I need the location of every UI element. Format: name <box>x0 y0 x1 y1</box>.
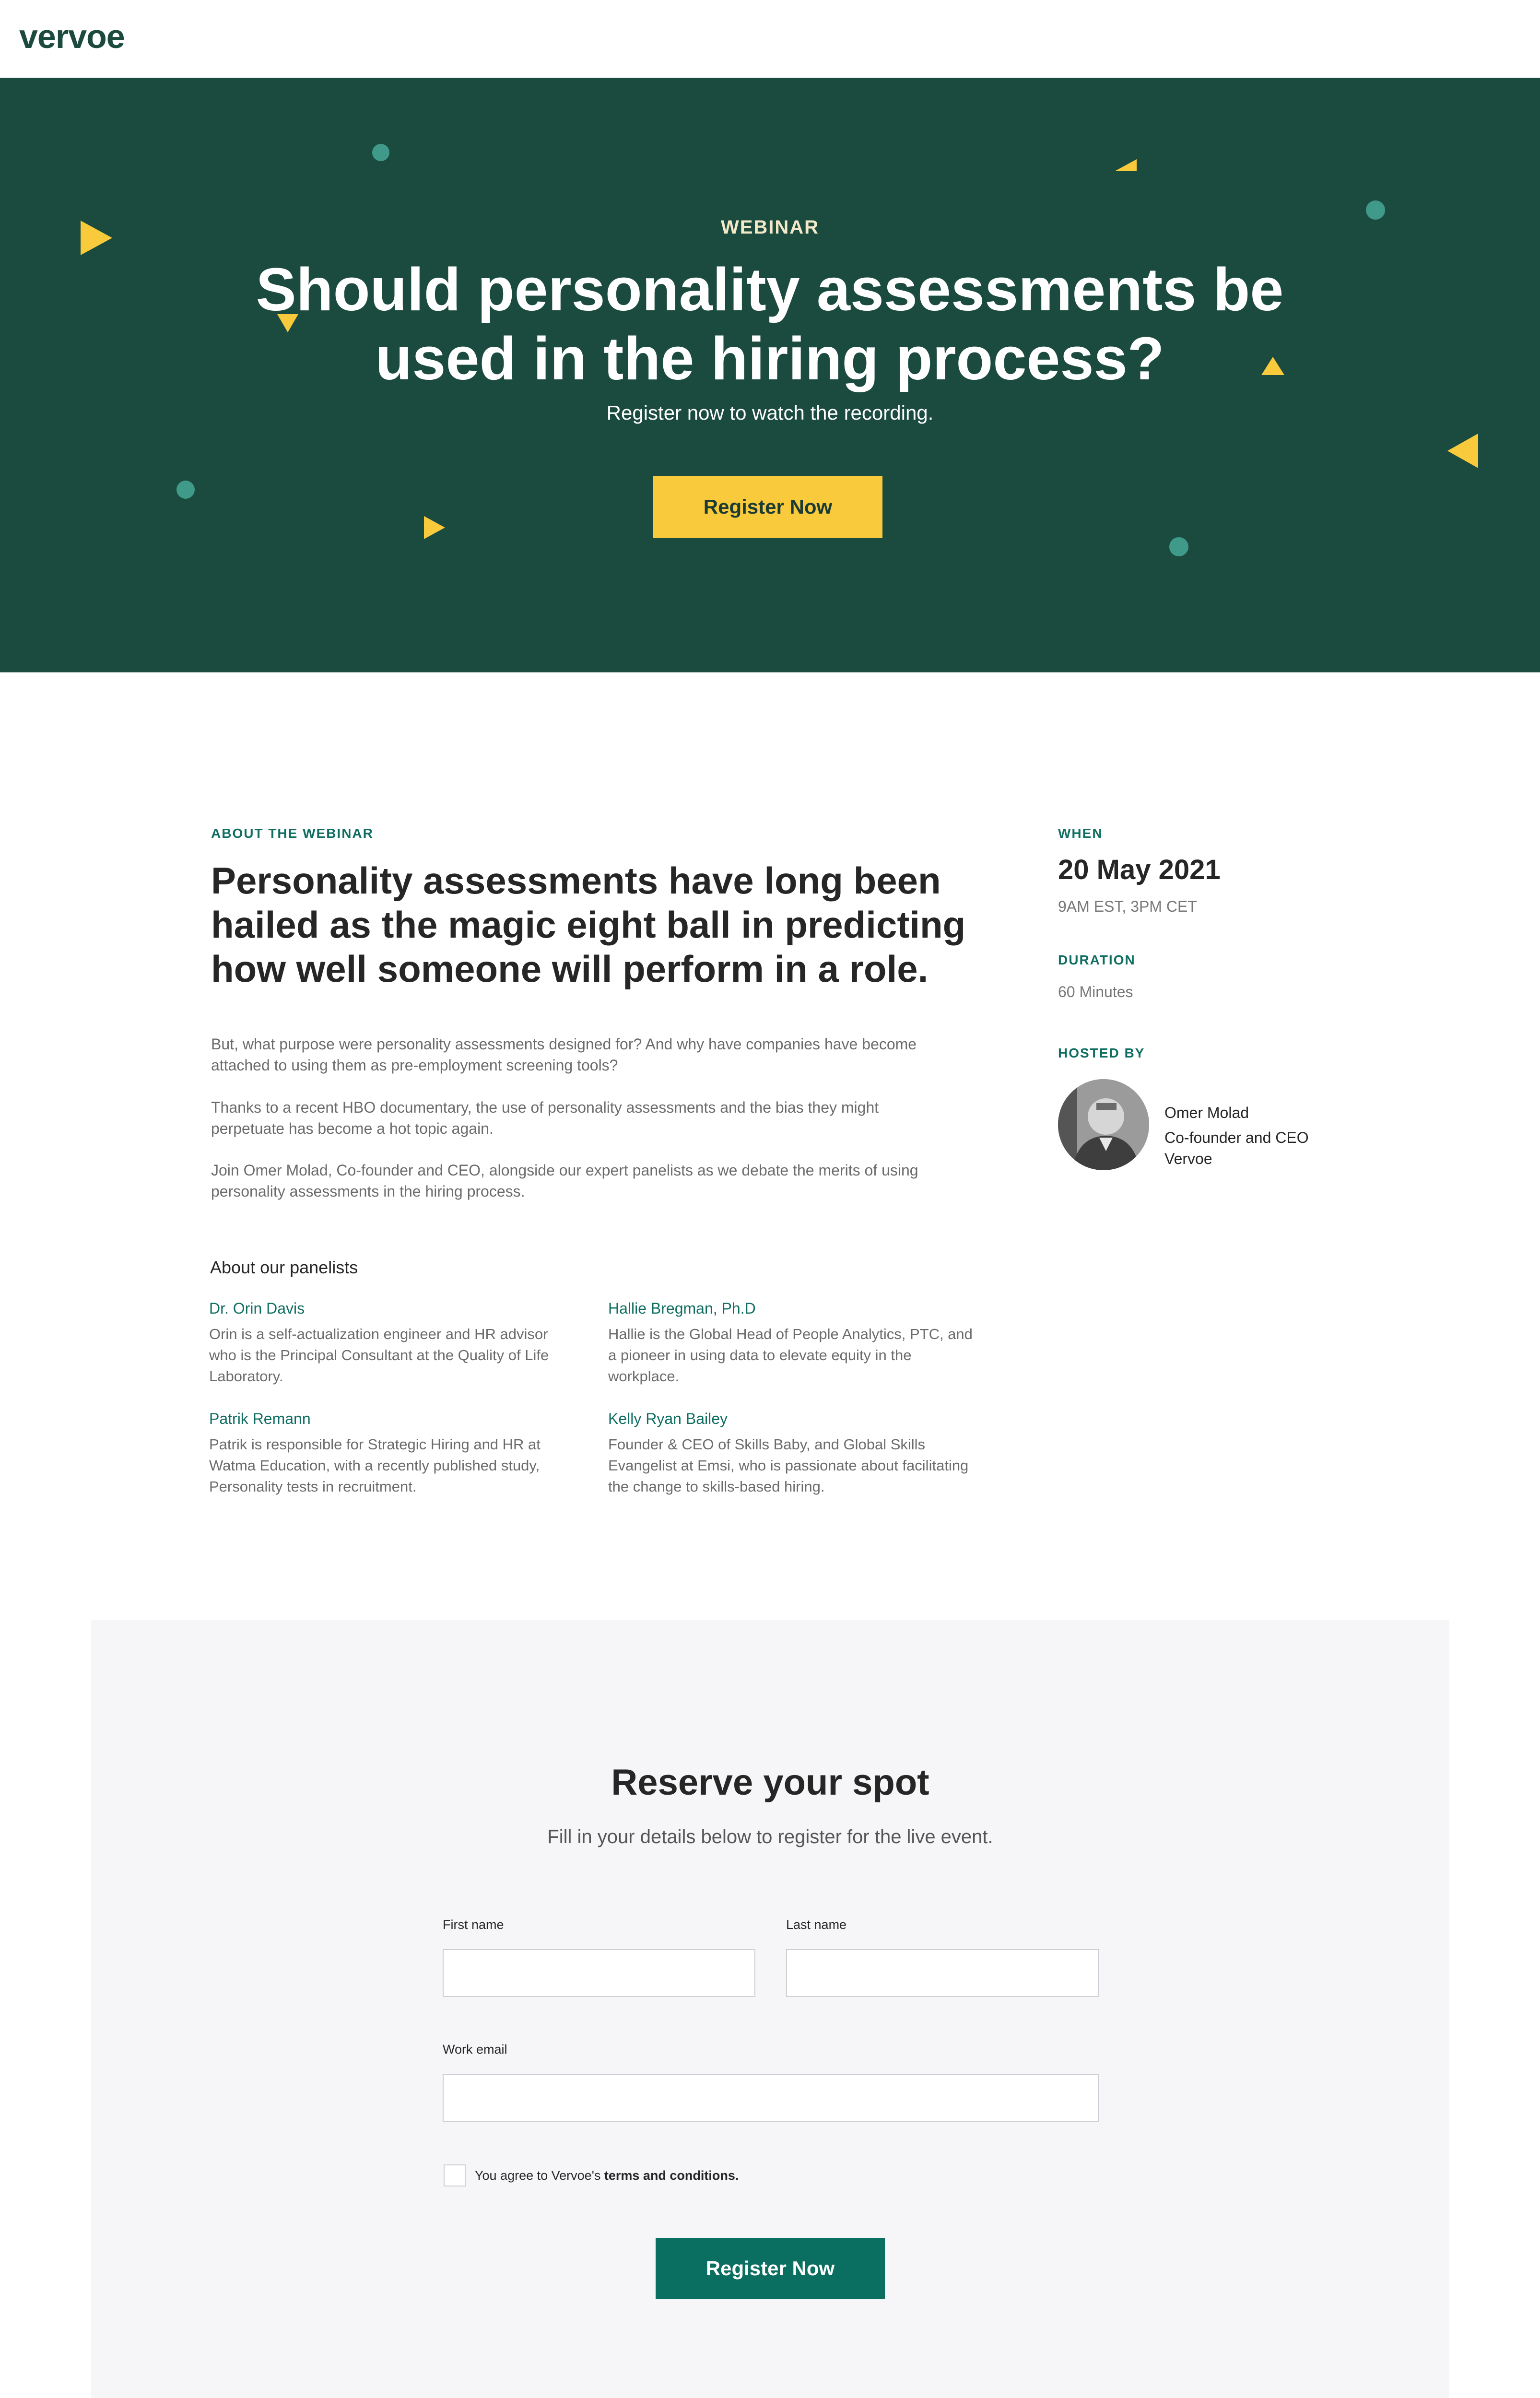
terms-checkbox[interactable] <box>444 2164 466 2186</box>
form-register-button[interactable]: Register Now <box>656 2238 885 2299</box>
duration-label: DURATION <box>1058 952 1136 967</box>
panelists-title: About our panelists <box>210 1258 358 1277</box>
panelist-name: Kelly Ryan Bailey <box>608 1410 728 1427</box>
panelist-bio: Patrik is responsible for Strategic Hiring and HR at Watma Education, with a recently published study, Personality tests in recruitment. <box>209 1436 541 1495</box>
host-avatar <box>1058 1079 1149 1170</box>
host-company: Vervoe <box>1164 1150 1212 1167</box>
event-time: 9AM EST, 3PM CET <box>1058 898 1197 915</box>
form-title: Reserve your spot <box>611 1762 929 1803</box>
panelist-name: Dr. Orin Davis <box>209 1300 305 1317</box>
decor-dot <box>1169 537 1188 556</box>
host-name: Omer Molad <box>1164 1104 1249 1121</box>
decor-dot <box>372 144 389 161</box>
hero-section <box>0 78 1540 672</box>
panelist-name: Hallie Bregman, Ph.D <box>608 1300 756 1317</box>
first-name-label: First name <box>443 1917 504 1932</box>
terms-link[interactable]: terms and conditions. <box>604 2168 739 2183</box>
panelist-name: Patrik Remann <box>209 1410 311 1427</box>
about-paragraph: But, what purpose were personality assessments designed for? And why have companies have become attached to using them as pre-employment screening tools? <box>211 1035 917 1074</box>
decor-dot <box>176 481 195 499</box>
site-header <box>0 0 1540 78</box>
hero-register-button[interactable]: Register Now <box>653 476 882 538</box>
panelist-bio: Hallie is the Global Head of People Analytics, PTC, and a pioneer in using data to elevate equity in the workplace. <box>608 1326 973 1385</box>
about-paragraph: Join Omer Molad, Co-founder and CEO, alongside our expert panelists as we debate the merits of using personality assessments in the hiring process. <box>211 1162 918 1200</box>
panelist-bio: Orin is a self-actualization engineer and HR advisor who is the Principal Consultant at the Quality of Life Laboratory. <box>209 1326 549 1385</box>
terms-text: You agree to Vervoe's <box>475 2168 604 2183</box>
about-heading: Personality assessments have long been hailed as the magic eight ball in predicting how well someone will perform in a role. <box>211 859 966 990</box>
vervoe-logo[interactable]: vervoe <box>19 18 125 55</box>
hero-eyebrow: WEBINAR <box>720 217 820 238</box>
decor-triangle <box>1116 148 1137 171</box>
last-name-field[interactable] <box>786 1949 1099 1997</box>
work-email-field[interactable] <box>443 2074 1099 2122</box>
decor-triangle <box>424 516 445 539</box>
hosted-by-label: HOSTED BY <box>1058 1046 1145 1060</box>
about-eyebrow: ABOUT THE WEBINAR <box>211 826 374 841</box>
work-email-label: Work email <box>443 2042 507 2057</box>
last-name-label: Last name <box>786 1917 847 1932</box>
terms-agreement <box>475 2168 739 2183</box>
panelist-bio: Founder & CEO of Skills Baby, and Global Skills Evangelist at Emsi, who is passionate about facilitating the change to skills-based hiring. <box>608 1436 969 1495</box>
host-photo-icon <box>1058 1079 1149 1170</box>
host-role <box>1164 1127 1309 1169</box>
decor-triangle <box>1447 434 1478 468</box>
first-name-field[interactable] <box>443 1949 755 1997</box>
form-subtitle: Fill in your details below to register for the live event. <box>547 1826 993 1847</box>
hero-subtitle: Register now to watch the recording. <box>606 401 934 424</box>
about-paragraph: Thanks to a recent HBO documentary, the use of personality assessments and the bias they might perpetuate has become a hot topic again. <box>211 1099 879 1137</box>
event-duration: 60 Minutes <box>1058 983 1133 1000</box>
hero-title: Should personality assessments be used in the hiring process? <box>256 256 1284 392</box>
when-label: WHEN <box>1058 826 1103 841</box>
host-title: Co-founder and CEO <box>1164 1129 1309 1146</box>
event-date: 20 May 2021 <box>1058 854 1221 885</box>
registration-section <box>91 1620 1449 2398</box>
